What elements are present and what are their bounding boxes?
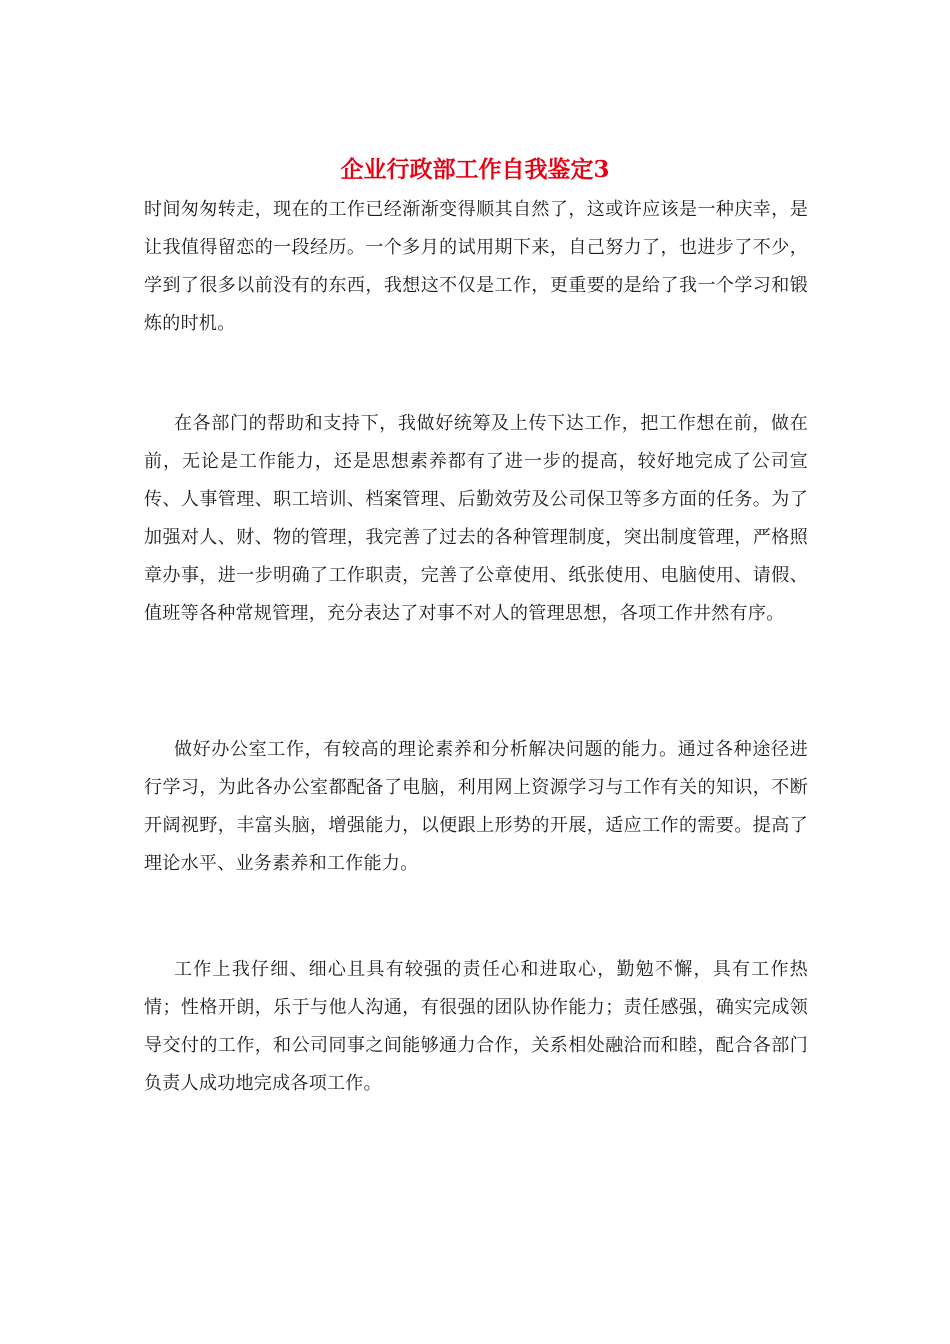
paragraph-4: 工作上我仔细、细心且具有较强的责任心和进取心，勤勉不懈，具有工作热情；性格开朗，乐于与他人沟通，有很强的团队协作能力；责任感强，确实完成领导交付的工作，和公司同事之间能够通力合作，关系相处融洽而和睦，配合各部门负责人成功地完成各项工作。 (144, 959, 808, 1094)
document-title: 企业行政部工作自我鉴定3 (340, 156, 610, 183)
paragraph-1: 时间匆匆转走，现在的工作已经渐渐变得顺其自然了，这或许应该是一种庆幸，是让我值得留恋的一段经历。一个多月的试用期下来，自己努力了，也进步了不少，学到了很多以前没有的东西，我想这不仅是工作，更重要的是给了我一个学习和锻炼的时机。 (144, 199, 808, 334)
paragraph-2: 在各部门的帮助和支持下，我做好统筹及上传下达工作，把工作想在前，做在前，无论是工作能力，还是思想素养都有了进一步的提高，较好地完成了公司宣传、人事管理、职工培训、档案管理、后勤效劳及公司保卫等多方面的任务。为了加强对人、财、物的管理，我完善了过去的各种管理制度，突出制度管理，严格照章办事，进一步明确了工作职责，完善了公章使用、纸张使用、电脑使用、请假、值班等各种常规管理，充分表达了对事不对人的管理思想，各项工作井然有序。 (144, 413, 808, 624)
paragraph-3: 做好办公室工作，有较高的理论素养和分析解决问题的能力。通过各种途径进行学习，为此各办公室都配备了电脑，利用网上资源学习与工作有关的知识，不断开阔视野，丰富头脑，增强能力，以便跟上形势的开展，适应工作的需要。提高了理论水平、业务素养和工作能力。 (144, 739, 808, 874)
